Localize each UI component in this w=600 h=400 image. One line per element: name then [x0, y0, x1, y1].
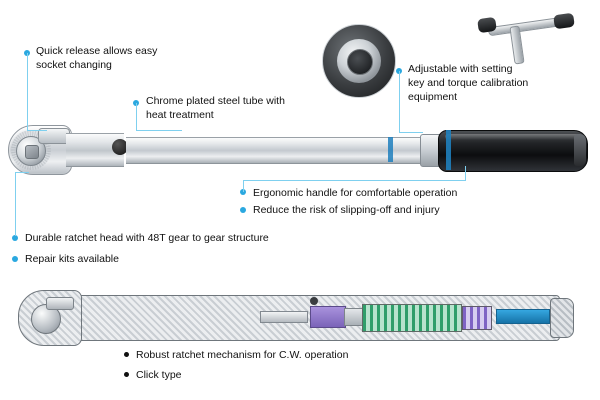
callout-leader-adjustable [399, 71, 400, 133]
callout-leader-handle-run [243, 180, 465, 181]
callout-leader-chrome-tube-b [136, 130, 182, 131]
callout-line: Ergonomic handle for comfortable operation [253, 187, 458, 199]
callout-line: Click type [136, 369, 182, 381]
cutaway-main-spring [362, 304, 462, 332]
torque-wrench-illustration [8, 120, 586, 180]
callout-line: Adjustable with setting [408, 63, 513, 75]
t-handle-setting-key [470, 16, 580, 68]
callout-robust-mechanism [136, 348, 348, 362]
callout-bullet-click-type [124, 372, 129, 377]
dial-inner-hub [347, 49, 373, 75]
cutaway-end-cap [550, 298, 574, 338]
callout-adjustable [408, 62, 528, 104]
cutaway-trigger-block [310, 306, 346, 328]
callout-bullet-robust-mechanism [124, 352, 129, 357]
chrome-plated-steel-tube [126, 137, 426, 164]
callout-leader-quick-release [27, 53, 28, 131]
cutaway-release-lever [46, 297, 74, 310]
callout-repair-kits [25, 252, 119, 266]
cutaway-adjust-screw [496, 309, 550, 324]
internal-cutaway-view [10, 290, 590, 346]
callout-line: Quick release allows easy [36, 45, 158, 57]
cutaway-push-rod [260, 311, 308, 323]
callout-line: equipment [408, 91, 458, 103]
cutaway-secondary-spring [462, 306, 492, 330]
callout-leader-durable-head-b [15, 172, 29, 173]
callout-line: Chrome plated steel tube with [146, 95, 285, 107]
callout-leader-quick-release-b [27, 130, 47, 131]
callout-durable-head [25, 231, 269, 245]
cutaway-pivot-pin-icon [310, 297, 318, 305]
tube-blue-band [388, 137, 393, 162]
callout-leader-handle-up [243, 180, 244, 192]
callout-leader-handle-tip [465, 166, 466, 181]
ergonomic-handle [438, 130, 588, 172]
setting-key-cap-left [477, 17, 497, 33]
callout-bullet-reduce-slipping [240, 207, 246, 213]
callout-quick-release [36, 44, 157, 72]
handle-blue-band [446, 130, 451, 170]
callout-ergonomic-handle [253, 186, 457, 200]
callout-leader-durable-head [15, 172, 16, 236]
callout-chrome-tube [146, 94, 285, 122]
callout-line: socket changing [36, 59, 112, 71]
callout-leader-chrome-tube [136, 103, 137, 131]
callout-line: Robust ratchet mechanism for C.W. operation [136, 349, 349, 361]
callout-bullet-repair-kits [12, 256, 18, 262]
callout-line: Durable ratchet head with 48T gear to gear structure [25, 232, 269, 244]
callout-leader-adjustable-b [399, 132, 423, 133]
callout-click-type [136, 368, 182, 382]
handle-end-cap [574, 134, 586, 166]
callout-line: key and torque calibration [408, 77, 529, 89]
callout-line: heat treatment [146, 109, 214, 121]
torque-dial-closeup [322, 24, 396, 98]
cutaway-slider [344, 308, 364, 326]
callout-line: Repair kits available [25, 253, 119, 265]
callout-reduce-slipping [253, 203, 440, 217]
setting-key-cap-right [553, 13, 575, 30]
callout-line: Reduce the risk of slipping-off and injury [253, 204, 440, 216]
